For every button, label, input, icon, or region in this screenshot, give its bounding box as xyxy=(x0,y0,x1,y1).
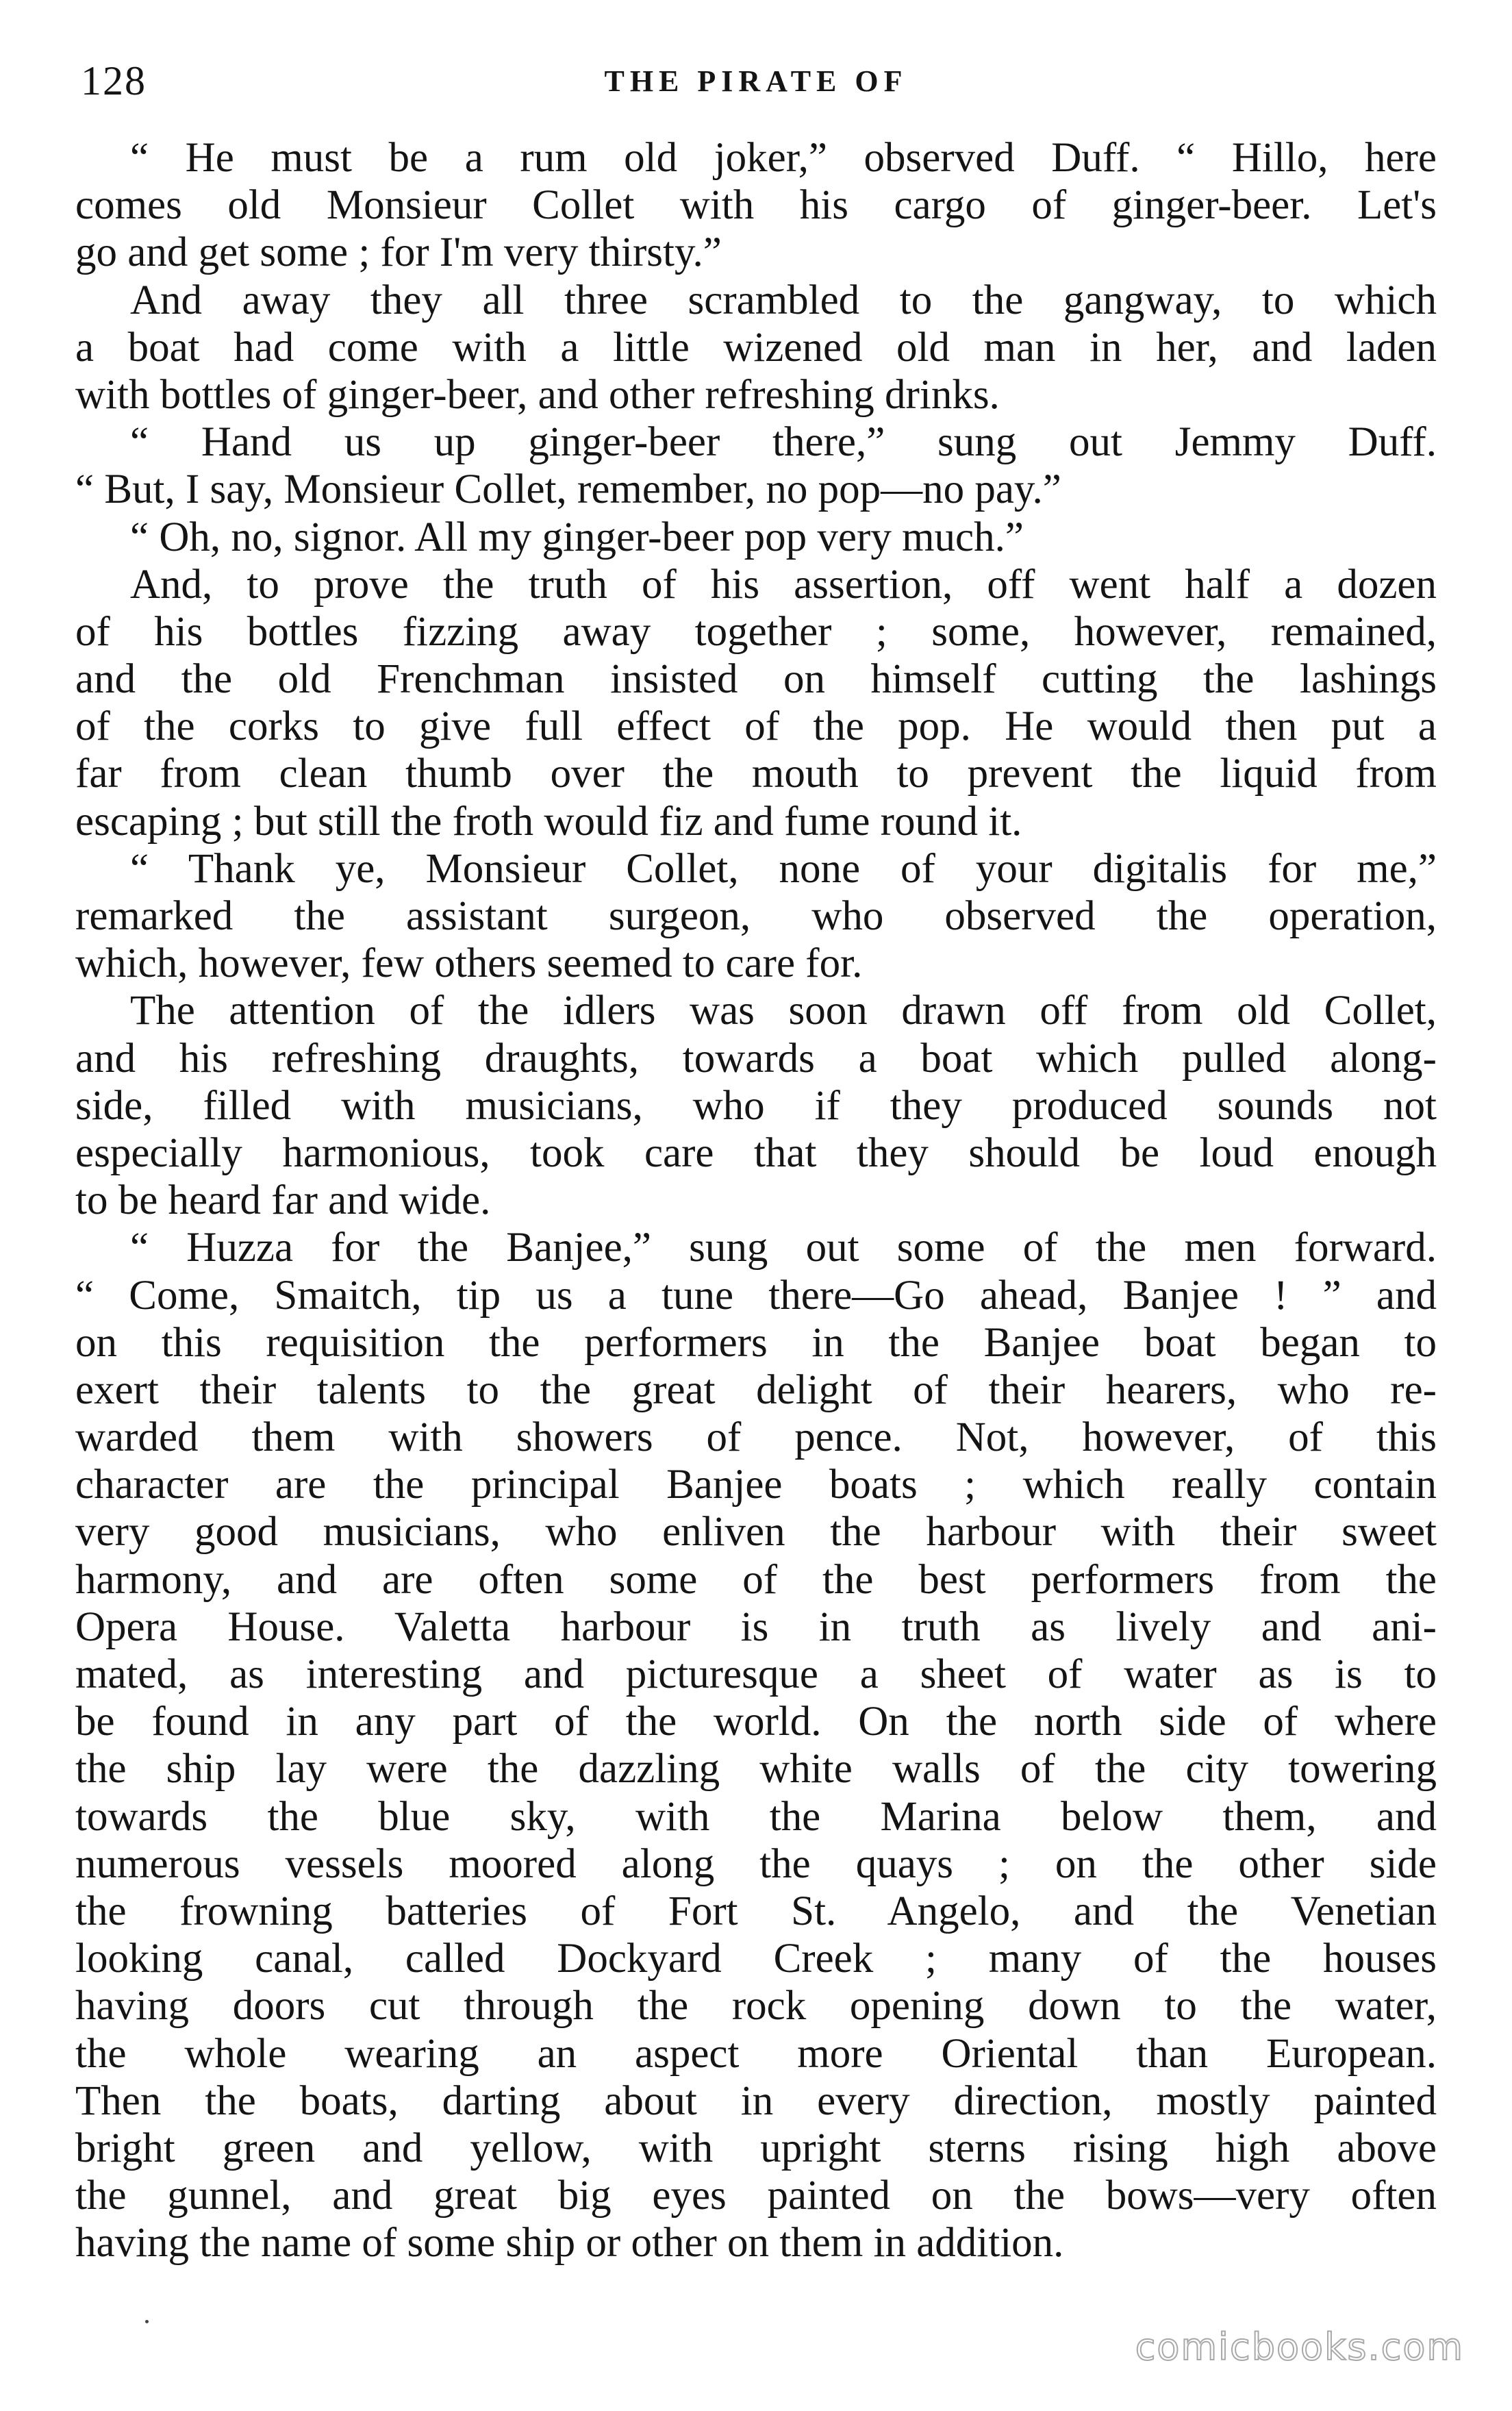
text-line: character are the principal Banjee boats ; which really contain xyxy=(75,1462,1437,1508)
text-line: “ He must be a rum old joker,” observed Duff. “ Hillo, here xyxy=(130,135,1437,181)
text-line: and the old Frenchman insisted on himself cutting the lashings xyxy=(75,656,1437,703)
text-line: comes old Monsieur Collet with his cargo of ginger-beer. Let's xyxy=(75,182,1437,229)
text-line: the whole wearing an aspect more Oriental than European. xyxy=(75,2030,1437,2077)
paragraph xyxy=(75,987,1437,1224)
text-line: having doors cut through the rock opening down to the water, xyxy=(75,1983,1437,2029)
text-line: Then the boats, darting about in every direction, mostly painted xyxy=(75,2077,1437,2124)
text-line: be found in any part of the world. On the north side of where xyxy=(75,1699,1437,1745)
page-number: 128 xyxy=(81,58,147,103)
text-line: looking canal, called Dockyard Creek ; many of the houses xyxy=(75,1936,1437,1982)
text-line: the frowning batteries of Fort St. Angelo, and the Venetian xyxy=(75,1888,1437,1934)
text-line: The attention of the idlers was soon drawn off from old Collet, xyxy=(130,988,1437,1034)
text-line: very good musicians, who enliven the harbour with their sweet xyxy=(75,1509,1437,1556)
text-line: “ But, I say, Monsieur Collet, remember, no pop—no pay.” xyxy=(75,466,1061,513)
text-line: And away they all three scrambled to the gangway, to which xyxy=(130,277,1437,323)
text-line: escaping ; but still the froth would fiz and fume round it. xyxy=(75,798,1022,845)
text-line: exert their talents to the great delight of their hearers, who re- xyxy=(75,1366,1437,1413)
paragraph xyxy=(75,1224,1437,2266)
text-line: “ Come, Smaitch, tip us a tune there—Go ahead, Banjee ! ” and xyxy=(75,1272,1437,1319)
body-text xyxy=(75,134,1437,2266)
text-line: harmony, and are often some of the best performers from the xyxy=(75,1556,1437,1603)
paragraph xyxy=(75,514,1437,561)
text-line: especially harmonious, took care that they should be loud enough xyxy=(75,1129,1437,1176)
text-line: Opera House. Valetta harbour is in truth as lively and ani- xyxy=(75,1603,1437,1650)
paragraph xyxy=(75,561,1437,845)
page-header xyxy=(75,53,1437,108)
paragraph xyxy=(75,134,1437,277)
text-line: the ship lay were the dazzling white walls of the city towering xyxy=(75,1746,1437,1792)
text-line: “ Thank ye, Monsieur Collet, none of your digitalis for me,” xyxy=(130,845,1437,892)
text-line: to be heard far and wide. xyxy=(75,1177,491,1224)
text-line: “ Oh, no, signor. All my ginger-beer pop very much.” xyxy=(130,514,1024,560)
text-line: go and get some ; for I'm very thirsty.” xyxy=(75,229,722,276)
paragraph xyxy=(75,845,1437,988)
paragraph xyxy=(75,277,1437,419)
text-line: “ Huzza for the Banjee,” sung out some of the men forward. xyxy=(130,1225,1437,1271)
text-line: “ Hand us up ginger-beer there,” sung out Jemmy Duff. xyxy=(130,419,1437,466)
paragraph xyxy=(75,419,1437,513)
watermark: comicbooks.com xyxy=(1135,2325,1464,2369)
text-line: side, filled with musicians, who if they produced sounds not xyxy=(75,1082,1437,1129)
text-line: And, to prove the truth of his assertion, off went half a dozen xyxy=(130,561,1437,608)
text-line: numerous vessels moored along the quays ; on the other side xyxy=(75,1840,1437,1887)
text-line: and his refreshing draughts, towards a boat which pulled along- xyxy=(75,1035,1437,1082)
text-line: remarked the assistant surgeon, who observed the operation, xyxy=(75,893,1437,939)
text-line: having the name of some ship or other on them in addition. xyxy=(75,2220,1064,2266)
text-line: towards the blue sky, with the Marina below them, and xyxy=(75,1793,1437,1840)
ink-speck xyxy=(145,2320,149,2323)
text-line: which, however, few others seemed to care for. xyxy=(75,940,863,987)
text-line: far from clean thumb over the mouth to prevent the liquid from xyxy=(75,751,1437,797)
text-line: bright green and yellow, with upright sterns rising high above xyxy=(75,2125,1437,2171)
text-line: with bottles of ginger-beer, and other refreshing drinks. xyxy=(75,371,1000,418)
text-line: warded them with showers of pence. Not, however, of this xyxy=(75,1414,1437,1461)
running-head: THE PIRATE OF xyxy=(604,64,908,98)
text-line: mated, as interesting and picturesque a sheet of water as is to xyxy=(75,1651,1437,1697)
text-line: on this requisition the performers in the Banjee boat began to xyxy=(75,1319,1437,1366)
text-line: of his bottles fizzing away together ; some, however, remained, xyxy=(75,608,1437,655)
text-line: the gunnel, and great big eyes painted on the bows—very often xyxy=(75,2173,1437,2219)
text-line: a boat had come with a little wizened old man in her, and laden xyxy=(75,324,1437,371)
text-line: of the corks to give full effect of the pop. He would then put a xyxy=(75,703,1437,750)
